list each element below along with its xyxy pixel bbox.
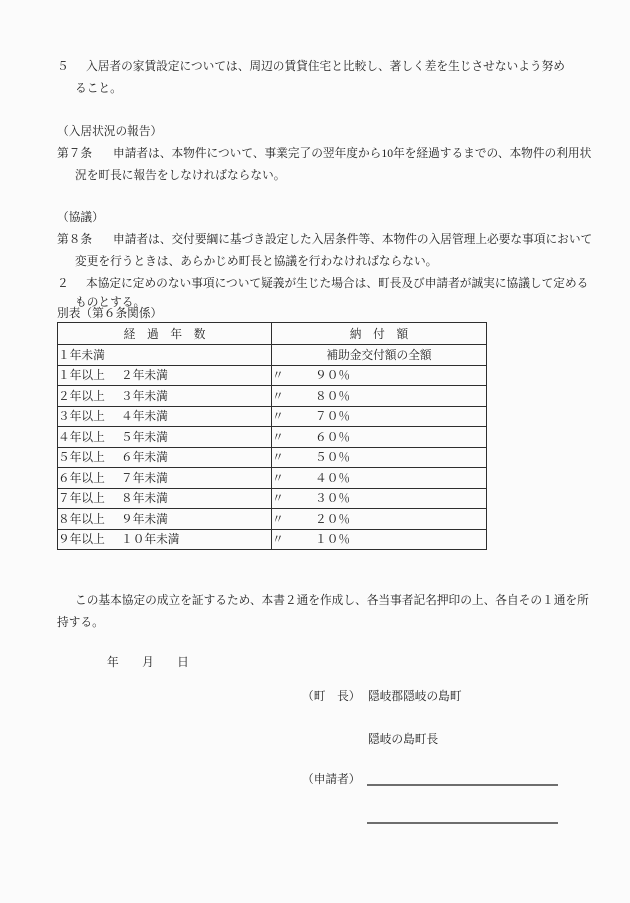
article-8-line-1	[57, 232, 592, 247]
table-row	[58, 509, 487, 530]
ditto-mark: 〃	[272, 410, 284, 424]
cell-amount: 〃 ４０％	[272, 468, 487, 489]
mayor-title: 隠岐の島町長	[368, 733, 439, 746]
article-7-line-1	[57, 146, 591, 161]
cell-amount: 〃 ９０％	[272, 365, 487, 386]
cell-amount: 〃 ３０％	[272, 488, 487, 509]
cell-range: ９年以上 １０年未満	[58, 529, 272, 550]
cell-range: ７年以上 ８年未満	[58, 488, 272, 509]
date-line: 年 月 日	[107, 656, 189, 669]
cell-range: ３年以上 ４年未満	[58, 406, 272, 427]
table-row	[58, 345, 487, 366]
cell-range: ４年以上 ５年未満	[58, 427, 272, 448]
closing-line-2: 持する。	[57, 616, 104, 629]
table-row	[58, 447, 487, 468]
ditto-mark: 〃	[272, 471, 284, 485]
article-7-line-2: 況を町長に報告をしなければならない。	[75, 169, 286, 182]
table-row	[58, 468, 487, 489]
article-8-item-2-line-2: ものとする。	[75, 296, 146, 309]
ditto-mark: 〃	[272, 492, 284, 506]
cell-range: ５年以上 ６年未満	[58, 447, 272, 468]
cell-range: １年未満	[58, 345, 272, 366]
cell-amount: 〃 １０％	[272, 529, 487, 550]
table-row	[58, 529, 487, 550]
cell-range: ８年以上 ９年未満	[58, 509, 272, 530]
article-8-item-2-line-1	[57, 276, 588, 291]
cell-range: ６年以上 ７年未満	[58, 468, 272, 489]
cell-amount: 〃 ６０％	[272, 427, 487, 448]
cell-amount: 〃 ８０％	[272, 386, 487, 407]
mayor-town-name: 隠岐郡隠岐の島町	[368, 690, 462, 703]
clause-5-line-1	[57, 59, 565, 74]
ditto-mark: 〃	[272, 369, 284, 383]
cell-amount: 〃 ５０％	[272, 447, 487, 468]
applicant-signature-line-1	[367, 784, 558, 786]
clause-5-line-2: ること。	[75, 82, 122, 95]
council-heading: （協議）	[57, 211, 104, 224]
table-caption: 別表（第６条関係）	[57, 307, 163, 320]
table-row	[58, 386, 487, 407]
cell-range: ２年以上 ３年未満	[58, 386, 272, 407]
cell-amount: 〃 ７０％	[272, 406, 487, 427]
table-row	[58, 427, 487, 448]
applicant-label: （申請者）	[302, 773, 361, 786]
closing-line-1: この基本協定の成立を証するため、本書２通を作成し、各当事者記名押印の上、各自その１通を所	[75, 594, 589, 607]
applicant-signature-line-2	[367, 822, 558, 824]
ditto-mark: 〃	[272, 533, 284, 547]
article-7-number: 第７条	[57, 147, 93, 160]
ditto-mark: 〃	[272, 451, 284, 465]
table-header-row	[58, 323, 487, 345]
cell-amount: 〃 ２０％	[272, 509, 487, 530]
table-row	[58, 406, 487, 427]
ditto-mark: 〃	[272, 430, 284, 444]
article-8-line-2: 変更を行うときは、あらかじめ町長と協議を行わなければならない。	[75, 255, 438, 268]
header-elapsed-years: 経 過 年 数	[58, 323, 272, 345]
ditto-mark: 〃	[272, 512, 284, 526]
cell-amount: 補助金交付額の全額	[272, 345, 487, 366]
clause-5-number: ５	[57, 60, 69, 73]
clause-5-text: 入居者の家賃設定については、周辺の賃貸住宅と比較し、著しく差を生じさせないよう努め	[86, 60, 565, 73]
repayment-schedule-table	[57, 322, 487, 550]
article-8-number: 第８条	[57, 233, 93, 246]
header-payment-amount: 納 付 額	[272, 323, 487, 345]
table-row	[58, 488, 487, 509]
mayor-label: （町 長）	[302, 690, 361, 703]
ditto-mark: 〃	[272, 389, 284, 403]
article-8-text: 申請者は、交付要綱に基づき設定した入居条件等、本物件の入居管理上必要な事項において	[113, 233, 593, 246]
item-2-number: ２	[57, 277, 69, 290]
item-2-text: 本協定に定めのない事項について疑義が生じた場合は、町長及び申請者が誠実に協議して定める	[86, 277, 589, 290]
article-7-text: 申請者は、本物件について、事業完了の翌年度から10年を経過するまでの、本物件の利用状	[113, 147, 592, 160]
table-row	[58, 365, 487, 386]
cell-range: １年以上 ２年未満	[58, 365, 272, 386]
report-heading: （入居状況の報告）	[57, 125, 163, 138]
